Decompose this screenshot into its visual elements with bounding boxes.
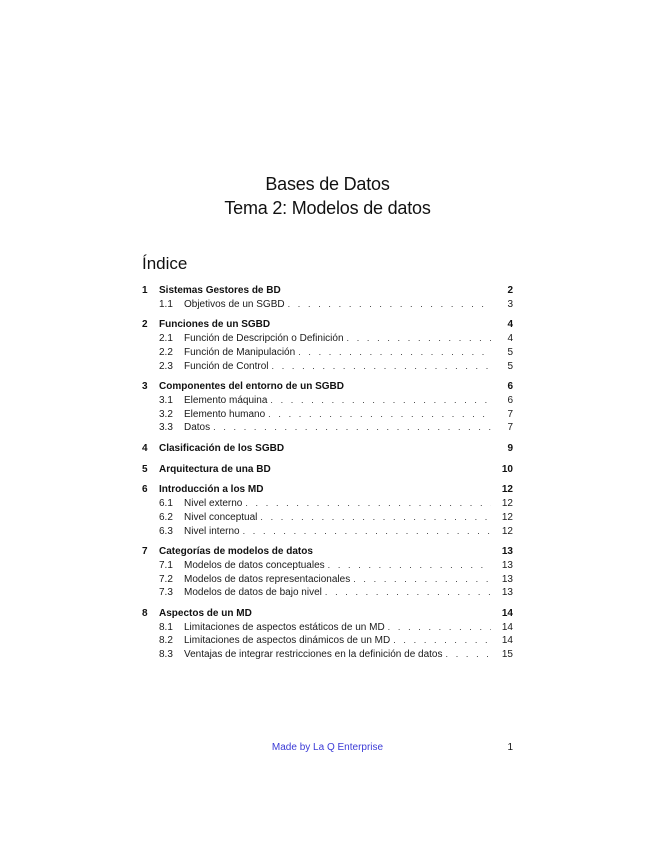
toc-subsection-number: 3.1 [159, 394, 173, 406]
toc-subsection-page: 15 [501, 649, 513, 661]
toc-subsection-title: Función de Manipulación [184, 346, 296, 358]
toc-subsection-number: 6.1 [159, 498, 173, 510]
toc-subsection-title: Función de Descripción o Definición [184, 333, 344, 345]
toc-subsection-title: Limitaciones de aspectos dinámicos de un MD [184, 635, 391, 647]
toc-subsection-number: 2.2 [159, 346, 173, 358]
toc-section-entry[interactable] [142, 546, 513, 559]
dot-leader [347, 332, 491, 345]
toc-subsection-number: 1.1 [159, 298, 173, 310]
toc-section-number: 8 [142, 608, 148, 620]
toc-section-page: 14 [501, 608, 513, 620]
toc-subsection-page: 5 [507, 346, 513, 358]
toc-section-number: 2 [142, 319, 148, 331]
toc-section-entry[interactable] [142, 381, 513, 394]
toc-section-title: Arquitectura de una BD [159, 463, 271, 475]
dot-leader [446, 648, 492, 661]
toc-subsection-number: 2.1 [159, 333, 173, 345]
dot-leader [270, 394, 491, 407]
toc-subsection-number: 3.3 [159, 422, 173, 434]
toc-subsection-entry[interactable] [142, 648, 513, 662]
toc-section [142, 381, 513, 435]
toc-subsection-entry[interactable] [142, 421, 513, 435]
dot-leader [213, 421, 491, 434]
toc-subsection-page: 12 [501, 498, 513, 510]
toc-subsection-number: 7.3 [159, 587, 173, 599]
toc-subsection-page: 13 [501, 587, 513, 599]
toc-subsection-page: 14 [501, 635, 513, 647]
toc-subsection-page: 13 [501, 573, 513, 585]
toc-subsection-title: Modelos de datos conceptuales [184, 559, 325, 571]
toc-subsection-number: 8.3 [159, 649, 173, 661]
toc-subsection-page: 4 [507, 333, 513, 345]
toc-section-entry[interactable] [142, 464, 513, 477]
toc-subsection-entry[interactable] [142, 298, 513, 312]
toc-section-number: 5 [142, 463, 148, 475]
toc-subsection-page: 12 [501, 511, 513, 523]
title-line-2: Tema 2: Modelos de datos [224, 198, 431, 218]
index-heading: Índice [142, 254, 188, 273]
toc-section-page: 10 [501, 463, 513, 475]
toc-subsection-page: 7 [507, 422, 513, 434]
toc-subsection-entry[interactable] [142, 394, 513, 408]
toc-section-title: Categorías de modelos de datos [159, 546, 313, 558]
toc-subsection-page: 5 [507, 360, 513, 372]
footer-credit: Made by La Q Enterprise [271, 742, 384, 753]
toc-section-entry[interactable] [142, 608, 513, 621]
toc-subsection-entry[interactable] [142, 573, 513, 587]
dot-leader [243, 525, 491, 538]
toc-subsection-title: Nivel externo [184, 498, 243, 510]
dot-leader [260, 511, 491, 524]
dot-leader [388, 621, 491, 634]
toc-subsection-page: 13 [501, 559, 513, 571]
toc-subsection-title: Ventajas de integrar restricciones en la definición de datos [184, 649, 443, 661]
toc-subsection-number: 8.2 [159, 635, 173, 647]
toc-section-page: 9 [507, 443, 513, 455]
toc-subsection-number: 6.2 [159, 511, 173, 523]
footer-page-number: 1 [507, 742, 513, 753]
toc-subsection-title: Nivel interno [184, 525, 240, 537]
dot-leader [393, 634, 491, 647]
toc-subsection-entry[interactable] [142, 586, 513, 600]
toc-subsection-page: 7 [507, 408, 513, 420]
toc-subsection-entry[interactable] [142, 497, 513, 511]
toc-section [142, 285, 513, 311]
dot-leader [298, 346, 491, 359]
toc-subsection-entry[interactable] [142, 408, 513, 422]
toc-subsection-entry[interactable] [142, 621, 513, 635]
toc-subsection-entry[interactable] [142, 511, 513, 525]
title-line-1: Bases de Datos [265, 174, 390, 194]
toc-section [142, 546, 513, 600]
toc-subsection-entry[interactable] [142, 634, 513, 648]
toc-subsection-title: Datos [184, 422, 211, 434]
toc-section-page: 13 [501, 546, 513, 558]
toc-section-page: 6 [507, 381, 513, 393]
toc-subsection-page: 3 [507, 298, 513, 310]
toc-section [142, 319, 513, 373]
toc-subsection-entry[interactable] [142, 332, 513, 346]
toc-section-page: 12 [501, 484, 513, 496]
toc-subsection-title: Modelos de datos de bajo nivel [184, 587, 322, 599]
toc-subsection-number: 8.1 [159, 621, 173, 633]
table-of-contents [142, 285, 513, 670]
dot-leader [272, 360, 492, 373]
toc-section [142, 608, 513, 662]
toc-subsection-number: 3.2 [159, 408, 173, 420]
toc-section-page: 4 [507, 319, 513, 331]
toc-section-title: Aspectos de un MD [159, 608, 252, 620]
toc-section-entry[interactable] [142, 443, 513, 456]
toc-section-title: Componentes del entorno de un SGBD [159, 381, 345, 393]
dot-leader [325, 586, 491, 599]
toc-section-title: Sistemas Gestores de BD [159, 285, 281, 296]
toc-section-number: 6 [142, 484, 148, 496]
toc-subsection-number: 7.1 [159, 559, 173, 571]
toc-section [142, 443, 513, 456]
toc-subsection-number: 7.2 [159, 573, 173, 585]
toc-subsection-title: Modelos de datos representacionales [184, 573, 351, 585]
toc-subsection-title: Elemento máquina [184, 394, 268, 406]
toc-subsection-page: 12 [501, 525, 513, 537]
toc-subsection-number: 2.3 [159, 360, 173, 372]
toc-subsection-entry[interactable] [142, 559, 513, 573]
toc-subsection-title: Elemento humano [184, 408, 266, 420]
toc-subsection-number: 6.3 [159, 525, 173, 537]
toc-section-entry[interactable] [142, 319, 513, 332]
toc-subsection-entry[interactable] [142, 360, 513, 374]
toc-section-entry[interactable] [142, 285, 513, 298]
dot-leader [353, 573, 491, 586]
toc-subsection-title: Nivel conceptual [184, 511, 258, 523]
toc-section-entry[interactable] [142, 484, 513, 497]
dot-leader [245, 497, 491, 510]
toc-subsection-page: 14 [501, 621, 513, 633]
toc-section-number: 4 [142, 443, 148, 455]
toc-section [142, 484, 513, 538]
dot-leader [268, 408, 491, 421]
toc-subsection-title: Objetivos de un SGBD [184, 298, 285, 310]
toc-subsection-page: 6 [507, 394, 513, 406]
dot-leader [328, 559, 491, 572]
toc-section-title: Introducción a los MD [159, 484, 264, 496]
dot-leader [288, 298, 491, 311]
toc-section-number: 1 [142, 285, 148, 296]
toc-section-number: 7 [142, 546, 148, 558]
toc-section-title: Funciones de un SGBD [159, 319, 271, 331]
toc-section-page: 2 [507, 285, 513, 296]
toc-subsection-entry[interactable] [142, 346, 513, 360]
toc-section [142, 464, 513, 477]
toc-subsection-title: Función de Control [184, 360, 269, 372]
toc-section-number: 3 [142, 381, 148, 393]
toc-section-title: Clasificación de los SGBD [159, 443, 285, 455]
document-title [0, 172, 655, 220]
toc-subsection-entry[interactable] [142, 525, 513, 539]
toc-subsection-title: Limitaciones de aspectos estáticos de un MD [184, 621, 385, 633]
